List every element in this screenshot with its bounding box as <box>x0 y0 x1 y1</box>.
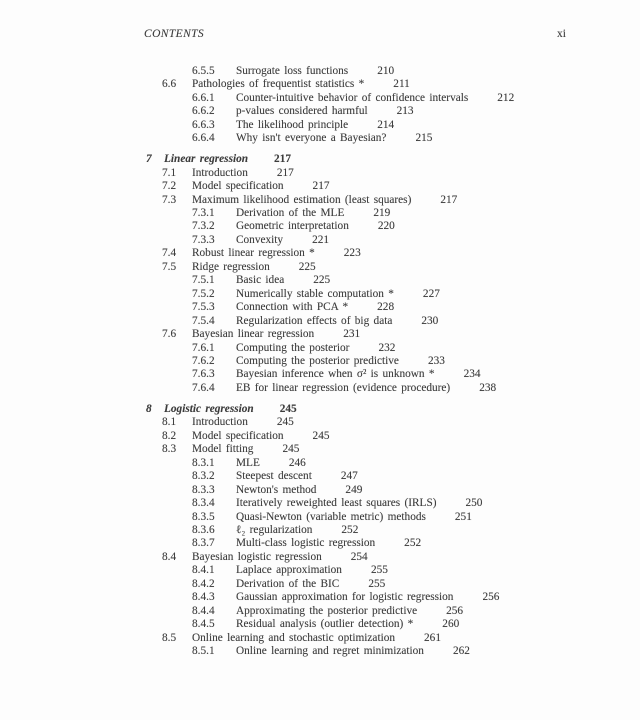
toc-entry-page: 260 <box>442 618 460 631</box>
toc-entry-title: Multi-class logistic regression <box>236 537 376 550</box>
toc-entry-number: 8.3.5 <box>192 510 215 523</box>
toc-entry-title: Counter-intuitive behavior of confidence intervals <box>236 91 469 104</box>
toc-entry-title: Surrogate loss functions <box>236 65 349 77</box>
toc-entry <box>143 342 610 355</box>
toc-entry-title: Linear regression <box>164 153 249 166</box>
toc-entry <box>143 105 610 118</box>
toc-entry <box>143 220 610 233</box>
toc-entry-title: Connection with PCA * <box>236 301 349 314</box>
toc-entry-page: 219 <box>373 207 391 220</box>
running-header <box>144 28 566 41</box>
toc-entry-title: Bayesian inference when σ² is unknown * <box>236 368 435 381</box>
toc-entry-number: 7.6 <box>162 328 177 341</box>
toc-entry-page: 215 <box>415 132 433 145</box>
toc-entry-page: 261 <box>424 631 441 644</box>
toc-entry-page: 225 <box>298 260 316 273</box>
toc-entry-number: 8.4.3 <box>192 591 215 604</box>
toc-entry-title: Pathologies of frequentist statistics * <box>192 78 365 91</box>
toc-entry-number: 7.6.1 <box>192 341 215 354</box>
toc-entry <box>143 537 610 550</box>
toc-entry-title: Quasi-Newton (variable metric) methods <box>236 510 426 523</box>
toc-entry-number: 8.4.5 <box>192 618 215 631</box>
toc-entry-number: 7.4 <box>162 247 177 260</box>
toc-chapter-entry <box>143 153 610 166</box>
toc-entry <box>143 301 610 314</box>
toc-entry-number: 6.6.2 <box>192 105 215 118</box>
toc-entry <box>143 497 610 510</box>
toc-entry-page: 238 <box>479 381 497 394</box>
toc-entry-page: 250 <box>465 497 483 510</box>
toc-entry-number: 8.3.6 <box>192 523 215 536</box>
toc-entry-title: Iteratively reweighted least squares (IRLS) <box>236 497 437 510</box>
toc-entry-title: Why isn't everyone a Bayesian? <box>236 132 387 145</box>
toc-entry-title: Ridge regression <box>192 260 270 273</box>
toc-entry-page: 225 <box>313 274 331 287</box>
toc-entry-title: Bayesian linear regression <box>192 328 315 341</box>
toc-entry-title: Bayesian logistic regression <box>192 550 322 563</box>
toc-entry <box>143 645 610 658</box>
toc-entry <box>143 564 610 577</box>
toc-entry <box>143 484 610 497</box>
toc-entry <box>143 234 610 247</box>
toc-entry-title: Steepest descent <box>236 470 312 483</box>
toc-entry-number: 7.6.4 <box>192 381 215 394</box>
toc-entry-number: 8 <box>146 402 152 415</box>
toc-entry-title: Newton's method <box>236 483 317 496</box>
toc-entry-page: 245 <box>312 429 330 442</box>
toc-entry <box>143 328 610 341</box>
toc-entry-title: Model fitting <box>192 443 254 456</box>
toc-entry <box>143 194 610 207</box>
toc-entry <box>143 247 610 260</box>
toc-entry-number: 8.4.1 <box>192 564 215 577</box>
toc-entry-number: 8.4.2 <box>192 577 215 590</box>
toc-entry-page: 230 <box>421 314 439 327</box>
toc-entry-title: EB for linear regression (evidence procedure) <box>236 381 451 394</box>
toc-entry-number: 8.3.3 <box>192 483 215 496</box>
toc-entry-page: 231 <box>343 328 361 341</box>
toc-entry-number: 6.6.1 <box>192 91 215 104</box>
toc-entry-title: Online learning and regret minimization <box>236 645 424 658</box>
toc-entry <box>143 430 610 443</box>
toc-entry-number: 6.5.5 <box>192 65 215 77</box>
toc-entry-number: 8.5 <box>162 631 177 644</box>
toc-entry-title: Introduction <box>192 416 248 429</box>
toc-entry-number: 7.5.4 <box>192 314 215 327</box>
toc-entry-title: Gaussian approximation for logistic regression <box>236 591 454 604</box>
toc-entry <box>143 511 610 524</box>
page-number-folio: xi <box>557 28 566 40</box>
toc-entry <box>143 591 610 604</box>
toc-entry-number: 7.6.2 <box>192 355 215 368</box>
toc-entry-page: 217 <box>312 180 330 193</box>
toc-entry <box>143 288 610 301</box>
toc-entry <box>143 180 610 193</box>
toc-entry-number: 8.3.1 <box>192 456 215 469</box>
toc-entry-number: 8.5.1 <box>192 645 215 658</box>
toc-entry-number: 7.3 <box>162 193 177 206</box>
toc-entry-page: 211 <box>393 78 410 91</box>
toc-entry <box>143 92 610 105</box>
toc-entry-page: 254 <box>350 550 368 563</box>
toc-entry-page: 213 <box>396 105 414 118</box>
toc-entry-number: 8.4.4 <box>192 604 215 617</box>
toc-entry-title: Introduction <box>192 166 248 179</box>
toc-entry-number: 6.6 <box>162 78 177 91</box>
toc-entry-number: 7.2 <box>162 180 177 193</box>
toc-entry-page: 255 <box>370 564 388 577</box>
toc-entry-page: 256 <box>482 591 500 604</box>
toc-entry-title: Approximating the posterior predictive <box>236 604 418 617</box>
toc-entry-page: 223 <box>343 247 361 260</box>
toc-entry-page: 227 <box>422 287 440 300</box>
toc-entry-page: 221 <box>312 233 330 246</box>
toc-entry-title: Model specification <box>192 429 284 442</box>
toc-entry-title: Laplace approximation <box>236 564 342 577</box>
toc-entry <box>143 470 610 483</box>
toc-entry-page: 233 <box>427 355 445 368</box>
toc-entry <box>143 167 610 180</box>
toc-entry-number: 8.3.4 <box>192 497 215 510</box>
toc-entry-page: 251 <box>454 510 472 523</box>
toc-entry <box>143 457 610 470</box>
toc-list <box>143 65 610 658</box>
toc-entry <box>143 416 610 429</box>
toc-entry-page: 217 <box>440 193 458 206</box>
toc-entry-number: 7.5 <box>162 260 177 273</box>
toc-entry-title: p-values considered harmful <box>236 105 368 118</box>
toc-entry-number: 6.6.3 <box>192 118 215 131</box>
toc-entry <box>143 382 610 395</box>
toc-entry-title: Model specification <box>192 180 284 193</box>
toc-entry-title: Geometric interpretation <box>236 220 349 233</box>
toc-entry <box>143 618 610 631</box>
toc-entry-page: 212 <box>497 91 515 104</box>
toc-entry-title: The likelihood principle <box>236 118 349 131</box>
toc-entry-page: 255 <box>368 577 386 590</box>
toc-entry-title: Convexity <box>236 233 284 246</box>
toc-entry <box>143 355 610 368</box>
toc-entry-number: 8.3.2 <box>192 470 215 483</box>
toc-entry <box>143 605 610 618</box>
toc-entry-number: 8.3.7 <box>192 537 215 550</box>
toc-entry-number: 6.6.4 <box>192 132 215 145</box>
toc-entry-number: 7.3.3 <box>192 233 215 246</box>
toc-entry <box>143 443 610 456</box>
toc-entry-number: 8.4 <box>162 550 177 563</box>
toc-entry-title: Online learning and stochastic optimization <box>192 631 396 644</box>
toc-entry-page: 252 <box>404 537 422 550</box>
toc-entry-title: Residual analysis (outlier detection) * <box>236 618 414 631</box>
toc-entry-title: Numerically stable computation * <box>236 287 394 300</box>
toc-entry <box>143 551 610 564</box>
toc-entry-page: 256 <box>446 604 464 617</box>
toc-entry-page: 217 <box>274 153 291 166</box>
toc-entry-page: 247 <box>340 470 358 483</box>
toc-entry <box>143 132 610 145</box>
toc-entry-page: 245 <box>276 416 294 429</box>
toc-entry-page: 228 <box>377 301 395 314</box>
toc-entry-title: Computing the posterior predictive <box>236 355 399 368</box>
toc-entry <box>143 632 610 645</box>
toc-entry-page: 262 <box>452 645 470 658</box>
toc-entry <box>143 524 610 537</box>
toc-entry-page: 210 <box>377 65 395 77</box>
toc-entry-number: 8.3 <box>162 443 177 456</box>
running-header-title: CONTENTS <box>144 28 205 40</box>
toc-entry <box>143 368 610 381</box>
toc-entry <box>143 65 610 78</box>
toc-entry-title: Regularization effects of big data <box>236 314 393 327</box>
toc-entry-page: 217 <box>276 166 294 179</box>
toc-entry-number: 7.3.2 <box>192 220 215 233</box>
toc-entry <box>143 578 610 591</box>
toc-entry-page: 245 <box>279 402 297 415</box>
toc-entry-page: 252 <box>341 523 359 536</box>
toc-entry <box>143 119 610 132</box>
toc-entry-number: 8.2 <box>162 429 177 442</box>
toc-entry-number: 7.1 <box>162 166 177 179</box>
toc-entry-page: 246 <box>288 456 306 469</box>
toc-entry-title: ℓ₂ regularization <box>236 523 313 536</box>
toc-entry-page: 232 <box>378 341 396 354</box>
toc-entry-number: 7 <box>146 153 152 166</box>
toc-entry-number: 8.1 <box>162 416 177 429</box>
toc-entry-title: Basic idea <box>236 274 285 287</box>
toc-entry-page: 249 <box>345 483 363 496</box>
toc-entry-title: Derivation of the BIC <box>236 577 340 590</box>
toc-chapter-entry <box>143 403 610 416</box>
toc-entry-title: Maximum likelihood estimation (least squares) <box>192 193 412 206</box>
toc-entry <box>143 261 610 274</box>
toc-entry-number: 7.5.1 <box>192 274 215 287</box>
toc-entry-page: 234 <box>463 368 481 381</box>
toc-entry-title: Robust linear regression * <box>192 247 315 260</box>
toc-entry <box>143 78 610 91</box>
toc-entry-title: Computing the posterior <box>236 341 350 354</box>
toc-entry <box>143 315 610 328</box>
toc-entry-number: 7.6.3 <box>192 368 215 381</box>
toc-entry-number: 7.3.1 <box>192 207 215 220</box>
toc-entry-number: 7.5.3 <box>192 301 215 314</box>
toc-entry <box>143 274 610 287</box>
toc-entry-title: Derivation of the MLE <box>236 207 345 220</box>
toc-entry-page: 245 <box>282 443 300 456</box>
toc-entry-title: Logistic regression <box>164 402 254 415</box>
toc-entry-number: 7.5.2 <box>192 287 215 300</box>
toc-entry-title: MLE <box>236 456 260 469</box>
toc-entry-page: 214 <box>377 118 395 131</box>
toc-entry-page: 220 <box>377 220 395 233</box>
toc-entry <box>143 207 610 220</box>
